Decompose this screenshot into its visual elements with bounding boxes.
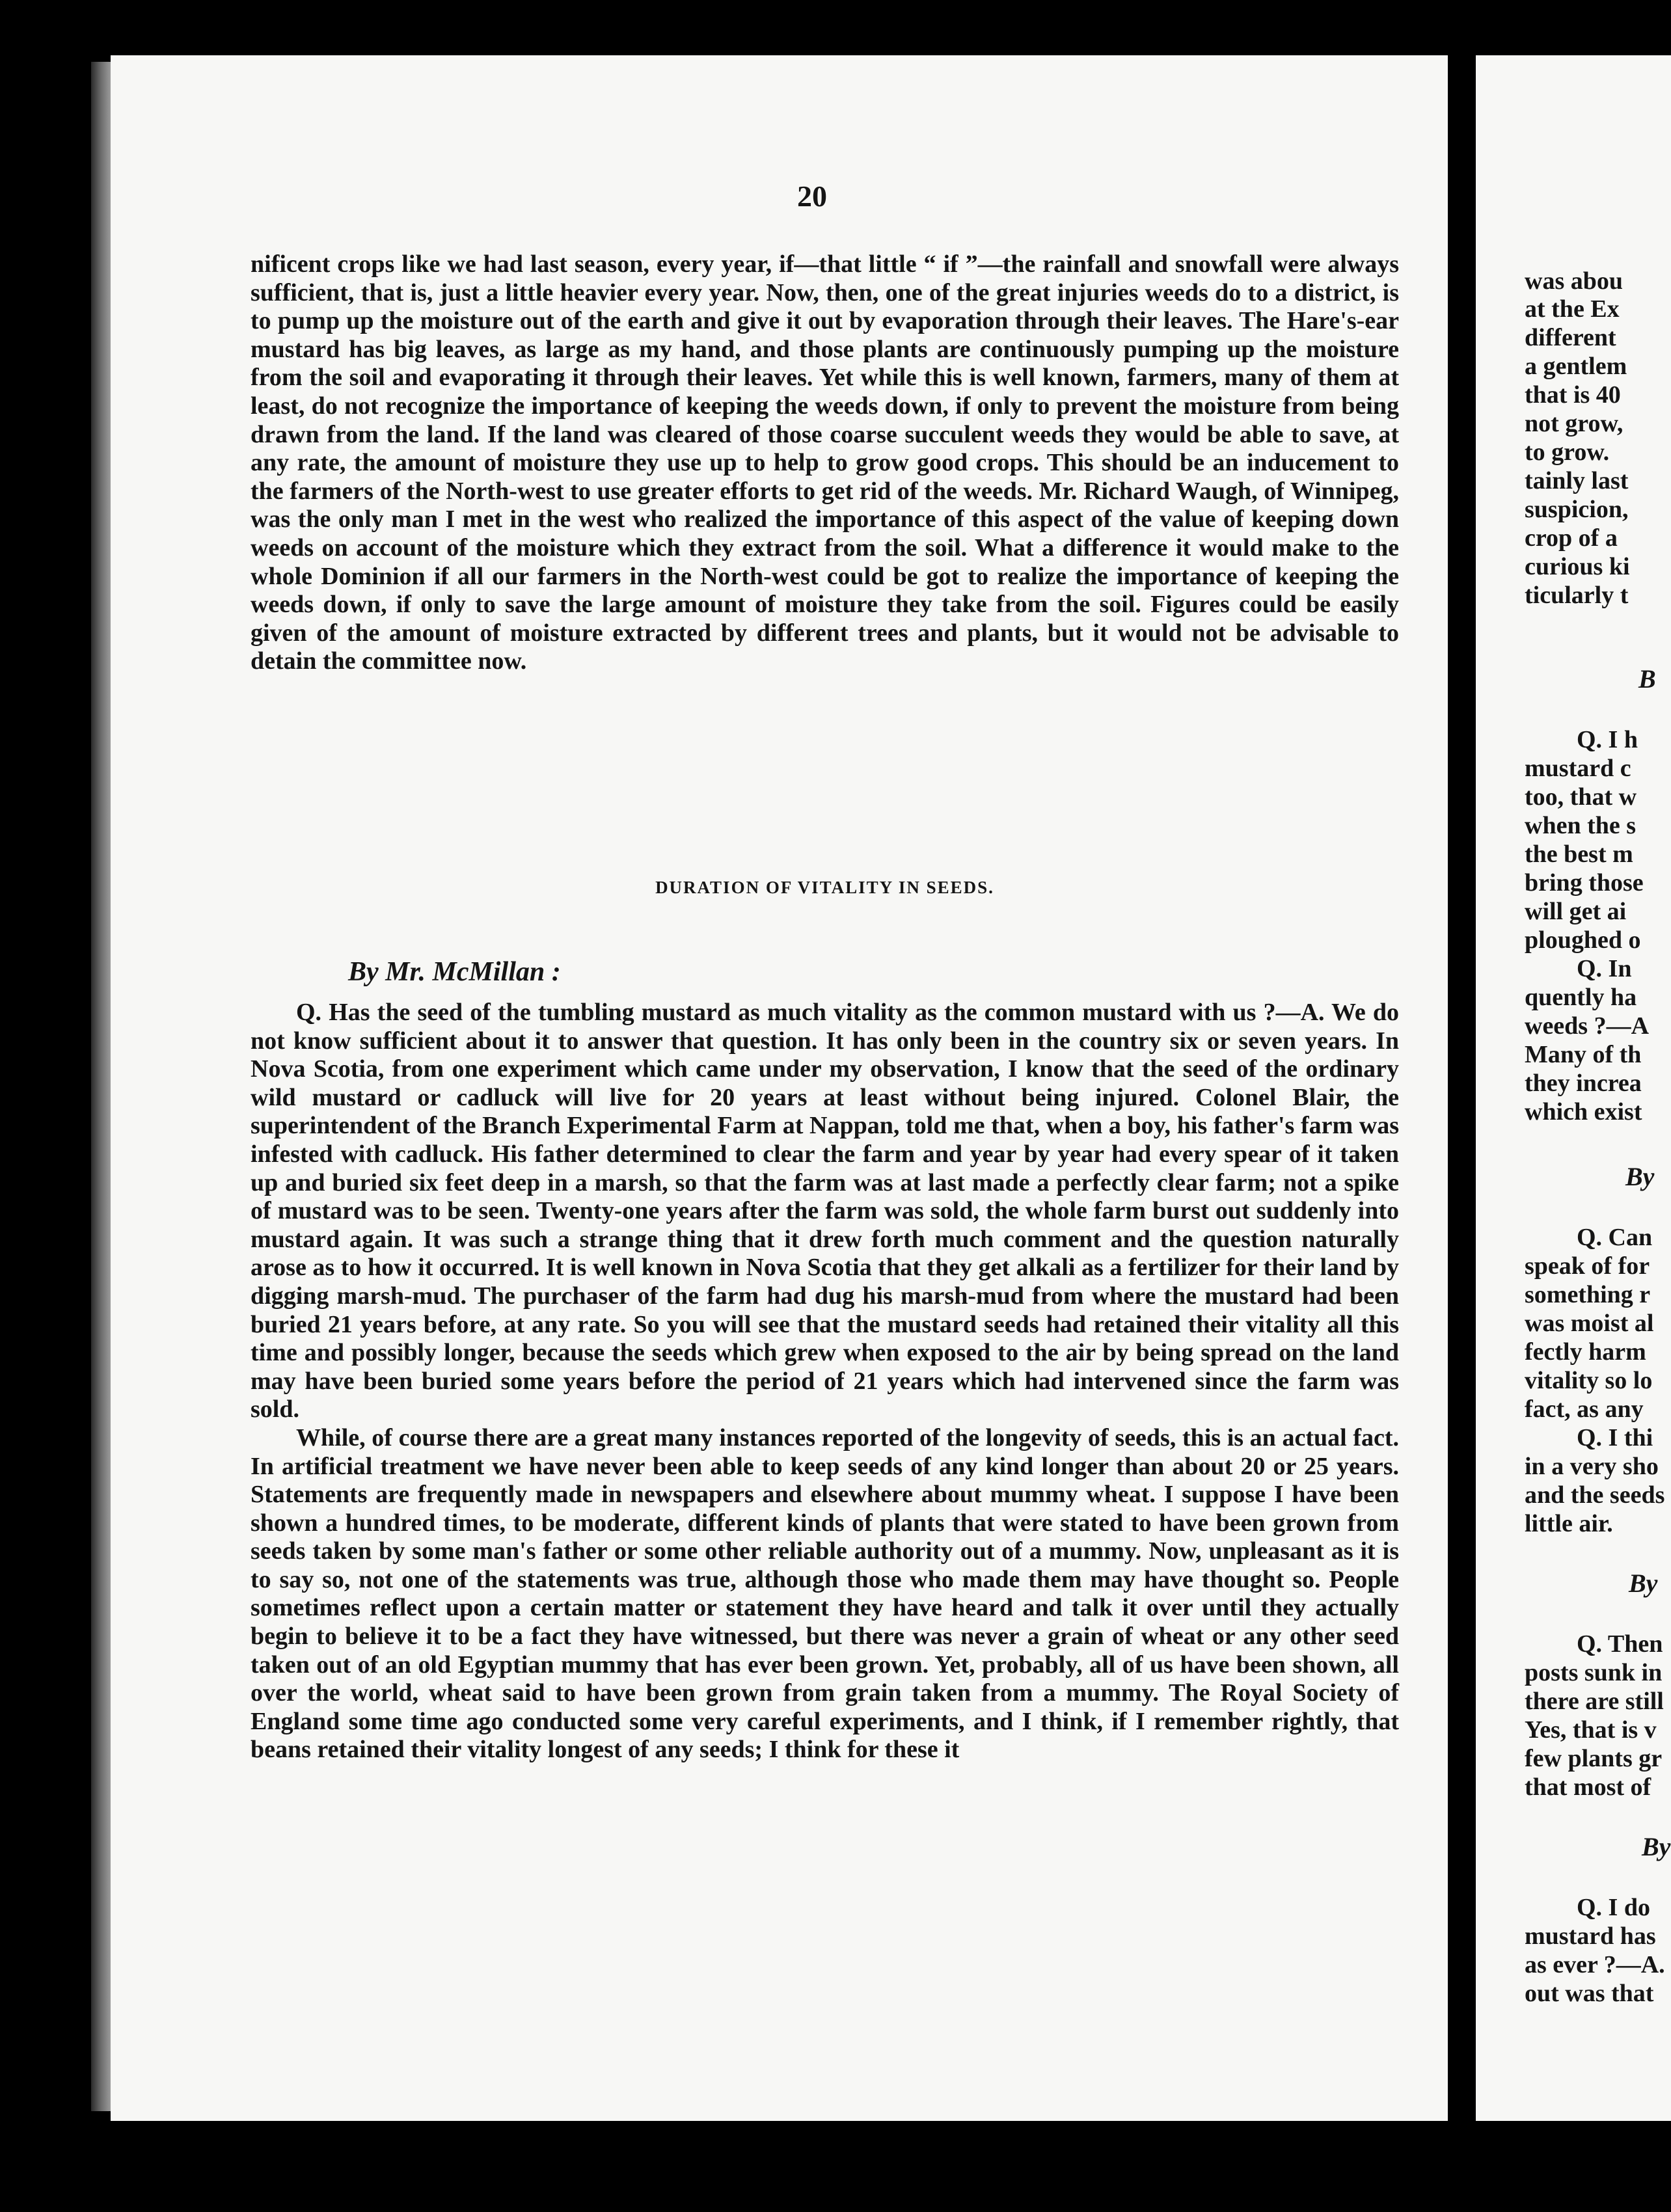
right-page-byline: By [1642,1832,1671,1861]
section-heading: DURATION OF VITALITY IN SEEDS. [655,878,994,897]
right-page-line: at the Ex [1525,295,1620,323]
right-page-line: will get ai [1525,898,1627,925]
right-page-line: in a very sho [1525,1453,1659,1480]
right-page-line: Q. Then [1577,1630,1663,1658]
left-page [111,55,1448,2121]
right-page-line: they increa [1525,1070,1642,1097]
paragraph-weeds-moisture: nificent crops like we had last season, every year, if—that little “ if ”—the rainfall and snowfall were always sufficient, that is, just a little heavier every year. Now, then, one of the great injuries weeds do to a district, is to pump up the moisture out of the earth and give it out by evaporation through their leaves. The Hare's-ear mustard has big leaves, as large as my hand, and those plants are continuously pumping up the moisture from the soil and evaporating it through their leaves. Yet while this is well known, farmers, many of them at least, do not recognize the importance of keeping the weeds down, if only to prevent the moisture from being drawn from the land. If the land was cleared of those coarse succulent weeds they would be able to save, at any rate, the amount of moisture they use up to help to grow good crops. This should be an inducement to the farmers of the North-west to use greater efforts to get rid of the weeds. Mr. Richard Waugh, of Winnipeg, was the only man I met in the west who realized the importance of this aspect of the value of keeping down weeds on account of the moisture which they extract from the soil. What a difference it would make to the whole Dominion if all our farmers in the North-west could be got to realize the importance of keeping the weeds down, if only to save the large amount of moisture they take from the soil. Figures could be easily given of the amount of moisture extracted by different trees and plants, but it would not be advisable to detain the committee now. [251,250,1399,675]
right-page-line: there are still [1525,1688,1664,1715]
right-page-line: to grow. [1525,438,1610,466]
right-page-line: quently ha [1525,984,1637,1011]
right-page-byline: B [1638,664,1656,694]
right-page-line: speak of for [1525,1252,1650,1280]
right-page-line: not grow, [1525,410,1623,437]
paragraph-mummy-wheat: While, of course there are a great many instances reported of the longevity of seeds, this is an actual fact. In artificial treatment we have never been able to keep seeds of any kind longer than about 20 or 25 years. Statements are frequently made in newspapers and elsewhere about mummy wheat. I suppose I have been shown a hundred times, to be moderate, different kinds of plants that were stated to have been grown from seeds taken by some man's father or some other reliable authority out of a mummy. Now, unpleasant as it is to say so, not one of the statements was true, although those who made them may have thought so. People sometimes reflect upon a certain matter or statement they have heard and talk it over until they actually begin to believe it to be a fact they have witnessed, but there was never a grain of wheat or any other seed taken out of an old Egyptian mummy that has ever been grown. Yet, probably, all of us have been shown, all over the world, wheat said to have been grown from grain taken from a mummy. The Royal Society of England some time ago conducted some very careful experiments, and I think, if I remember rightly, that beans retained their vitality longest of any seeds; I think for these it [251,1423,1399,1764]
right-page-line: that most of [1525,1774,1651,1801]
right-page-line: Q. I h [1577,726,1638,753]
right-page-line: too, that w [1525,783,1637,811]
right-page-line: crop of a [1525,524,1618,552]
right-page-line: few plants gr [1525,1745,1663,1772]
right-page-byline: By [1629,1569,1658,1598]
right-page-line: fectly harm [1525,1338,1646,1366]
right-page-line: Q. Can [1577,1224,1653,1251]
right-page-line: weeds ?—A [1525,1012,1650,1040]
right-page-edge [1476,55,1671,2121]
right-page-line: mustard c [1525,755,1631,782]
right-page-line: Yes, that is v [1525,1716,1657,1744]
right-page-line: and the seeds [1525,1481,1665,1509]
right-page-line: curious ki [1525,553,1630,580]
right-page-line: as ever ?—A. [1525,1951,1665,1978]
right-page-line: vitality so lo [1525,1367,1653,1394]
right-page-line: which exist [1525,1098,1642,1126]
right-page-line: that is 40 [1525,381,1621,409]
right-page-line: Q. I thi [1577,1424,1653,1451]
byline: By Mr. McMillan : [348,957,561,987]
right-page-line: ploughed o [1525,926,1641,954]
right-page-line: something r [1525,1281,1651,1308]
right-page-line: the best m [1525,841,1633,868]
right-page-line: a gentlem [1525,353,1627,380]
right-page-line: different [1525,324,1616,351]
right-page-line: bring those [1525,869,1644,897]
right-page-byline: By [1625,1162,1655,1191]
right-page-line: out was that [1525,1980,1654,2007]
right-page-line: posts sunk in [1525,1659,1663,1686]
right-page-line: ticularly t [1525,582,1629,609]
paragraph-mustard-vitality: Q. Has the seed of the tumbling mustard as much vitality as the common mustard with us ?—A. We do not know sufficient about it to answer that question. It has only been in the country six or seven years. In Nova Scotia, from one experiment which came under my observation, I know that the seed of the ordinary wild mustard or cadluck will live for 20 years at least without being injured. Colonel Blair, the superintendent of the Branch Experimental Farm at Nappan, told me that, when a boy, his father's farm was infested with cadluck. His father determined to clear the farm and year by year had every spear of it taken up and buried six feet deep in a marsh, so that the farm was at last made a perfectly clear farm; not a spike of mustard was to be seen. Twenty-one years after the farm was sold, the whole farm burst out suddenly into mustard again. It was such a strange thing that it drew forth much comment and the question naturally arose as to how it occurred. It is well known in Nova Scotia that they get alkali as a fertilizer for their land by digging marsh-mud. The purchaser of the farm had dug his marsh-mud from where the mustard had been buried 21 years before, at any rate. So you will see that the mustard seeds had retained their vitality all this time and possibly longer, because the seeds which grew when exposed to the air by being spread on the land may have been buried some years before the period of 21 years which had intervened since the farm was sold. [251,999,1399,1423]
right-page-line: Q. I do [1577,1894,1650,1921]
right-page-line: suspicion, [1525,496,1629,523]
page-number: 20 [797,180,827,213]
text-block-top [251,250,1399,676]
right-page-line: tainly last [1525,467,1629,494]
right-page-line: mustard has [1525,1922,1656,1950]
right-page-line: Q. In [1577,955,1632,982]
right-page-line: little air. [1525,1510,1613,1537]
right-page-line: when the s [1525,812,1637,839]
text-block-bottom [251,999,1399,1764]
right-page-line: fact, as any [1525,1396,1644,1423]
right-page-line: was moist al [1525,1310,1654,1337]
right-page-line: was abou [1525,267,1623,295]
right-page-line: Many of th [1525,1041,1642,1068]
